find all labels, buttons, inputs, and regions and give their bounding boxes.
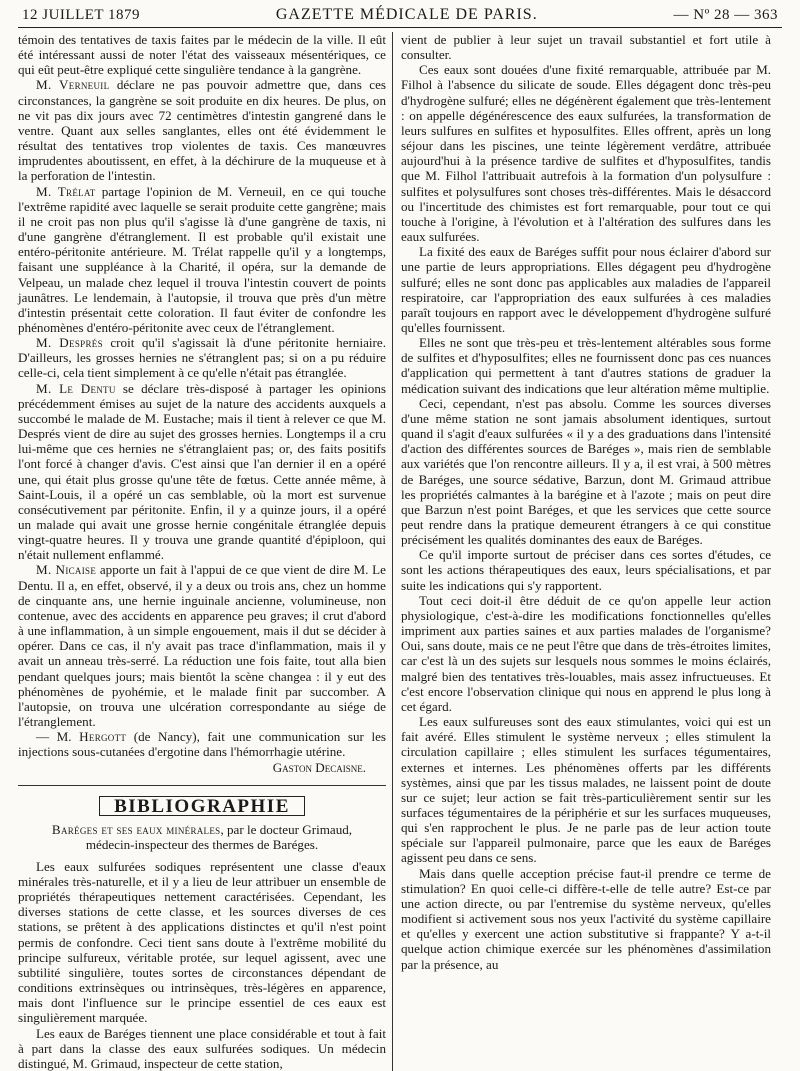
- paragraph: Les eaux de Baréges tiennent une place considérable et tout à fait à part dans la classe des eaux sulfurées sodiques. Un médecin distingué, M. Grimaud, inspecteur de cette station,: [18, 1025, 386, 1071]
- paragraph-text: croit qu'il s'agissait là d'une péritonite herniaire. D'ailleurs, les grosses hernies ne s'étranglent pas; si on a pu réduire celle-ci, cela tient simplement à ce qu'elle n'était pas étranglée.: [18, 335, 386, 381]
- paragraph: Ces eaux sont douées d'une fixité remarquable, attribuée par M. Filhol à l'absence du silicate de soude. Elles dégagent donc très-peu d'hydrogène sulfuré; elles ne dégénèrent également que très-lentement : on appelle dégénérescence des eaux sulfurées, la transformation de leurs sulfures en sulfites et hyposulfites. Elles offrent, après un long séjour dans les piscines, une teinte légèrement verdâtre, attribuée aujourd'hui à la présence tardive de sulfites et d'hyposulfites, tandis que M. Filhol l'attribuait autrefois à la formation d'un polysulfure : sulfites et polysulfures sont choses très-différentes. Mais le désaccord ou l'incertitude des chimistes est fort remarquable, pour tout ce qui touche à l'origine, à l'évolution et à l'altération des sulfures dans les eaux sulfurées.: [401, 62, 771, 245]
- paragraph: témoin des tentatives de taxis faites par le médecin de la ville. Il eût été intéressant aussi de noter l'état des vaisseaux mésentériques, ce qui eût peut-être expliqué cette singulière tendance à la gangrène.: [18, 32, 386, 78]
- author-signature: Gaston Decaisne.: [272, 759, 366, 775]
- paragraph: Tout ceci doit-il être déduit de ce qu'on appelle leur action physiologique, c'est-à-dire les modifications fonctionnelles qu'elles impriment aux parties saines et aux parties malades de l'organisme? Oui, sans doute, mais ce ne peut l'être que dans de très-étroites limites, car c'est là un des sujets sur lesquels nous sommes le moins éclairés, malgré bien des tentatives très-louables, mais assez infructueuses. Et c'est encore l'observation clinique qui nous en apprend le plus long à cet égard.: [401, 592, 771, 714]
- header-date: 12 JUILLET 1879: [22, 7, 141, 23]
- paragraph: La fixité des eaux de Baréges suffit pour nous éclairer d'abord sur une partie de leurs appropriations. Elles dégagent peu d'hydrogène sulfuré; elles ne sont donc pas applicables aux maladies de l'appareil respiratoire, car l'appropriation des eaux sulfurées à ces maladies paraît toujours en rapport avec le développement d'hydrogène sulfuré qu'elles fournissent.: [401, 244, 771, 335]
- paragraph: [18, 77, 386, 183]
- paragraph-text: partage l'opinion de M. Verneuil, en ce qui touche l'extrême rapidité avec laquelle se serait produite cette gangrène; mais il ne croit pas non plus qu'il s'agisse là d'une gangrène de taxis, ni d'une gangrène d'étranglement. Il est probable qu'il existait une entéro-péritonite antérieure. M. Trélat rappelle qu'il y a longtemps, faisant une suppléance à la Charité, il opéra, sur la demande de Velpeau, un malade chez lequel il trouva l'intestin couvert de points jaunâtres. Le lendemain, à l'autopsie, il trouva que près d'un mètre d'intestin présentait cette coloration. Il faut éviter de confondre les phénomènes d'entéro-péritonite avec ceux de l'étranglement.: [18, 183, 386, 335]
- section-heading: [18, 796, 386, 816]
- book-title: Baréges et ses eaux minérales: [51, 821, 221, 837]
- right-column: [392, 32, 771, 1071]
- section-title: BIBLIOGRAPHIE: [99, 796, 305, 816]
- speaker-name: M. Verneuil: [36, 77, 110, 93]
- paragraph-text: (de Nancy), fait une communication sur les injections sous-cutanées d'ergotine dans l'hémorrhagie utérine.: [18, 729, 387, 760]
- paragraph: Ce qu'il importe surtout de préciser dans ces sortes d'études, ce sont les actions thérapeutiques des eaux, leurs spécialisations, et par suite les indications qui s'y rapportent.: [401, 547, 771, 593]
- paragraph: [18, 335, 386, 380]
- issue-page-number: — Nº 28 — 363: [673, 7, 778, 23]
- paragraph: [18, 184, 386, 336]
- paragraph: [18, 729, 386, 759]
- dash-prefix: — M.: [36, 729, 80, 745]
- paragraph: Elles ne sont que très-peu et très-lentement altérables sous forme de sulfites et d'hyposulfites; elles ne fournissent donc pas ces nuances d'application qui permettent à tant d'autres stations de graduer la médication suivant des indications que leur altération même multiplie.: [401, 335, 771, 396]
- paragraph-text: déclare ne pas pouvoir admettre que, dans ces circonstances, la gangrène se soit produite en dix heures. De plus, on ne vit pas dix jours avec 72 centimètres d'intestin gangrené dans le ventre. Quant aux selles sanglantes, elles ont été évidemment le résultat des tentatives trop violentes de taxis. Ces manœuvres imprudentes aboutissent, en effet, à la déchirure de la muqueuse et à la perforation de l'intestin.: [18, 77, 386, 184]
- speaker-name: M. Trélat: [36, 183, 96, 199]
- paragraph: Ceci, cependant, n'est pas absolu. Comme les sources diverses d'une même station ne sont jamais absolument identiques, surtout quand il s'agit d'eaux sulfurées « il y a des graduations dans l'intensité d'action des différentes sources de Baréges », mais rien de semblable aux variétés que l'on rencontre ailleurs. Il y a, il est vrai, à 500 mètres de Baréges, une source sédative, Barzun, dont M. Grimaud attribue les propriétés calmantes à la barégine et à l'azote ; mais on peut dire que Barzun n'est point Baréges, et que les services que cette source peut rendre dans la pratique demeurent étrangers à ce qui constitue précisément les qualités dominantes des eaux de Baréges.: [401, 395, 771, 548]
- book-reference: [18, 822, 386, 853]
- page-header: [18, 6, 782, 28]
- journal-title: GAZETTE MÉDICALE DE PARIS.: [275, 6, 538, 23]
- paragraph-text: apporte un fait à l'appui de ce que vient de dire M. Le Dentu. Il a, en effet, observé, il y a deux ou trois ans, chez un homme de cinquante ans, une hernie inguinale ancienne, volumineuse, non contenue, avec des accidents en apparence peu graves; il crut d'abord à une inflammation, à un simple engouement, mais il dut se décider à opérer. Dans ce cas, il n'y avait pas trace d'inflammation, mais il y avait un anneau très-serré. La réduction une fois faite, tout alla bien pendant quelques jours; mais bientôt la scène changea : il y eut des phénomènes de pyohémie, et le malade finit par succomber. A l'autopsie, on trouva une ulcération correspondante au siége de l'étranglement.: [18, 562, 386, 730]
- speaker-name: M. Nicaise: [36, 562, 97, 578]
- speaker-name: Hergott: [79, 729, 127, 745]
- left-column: [18, 32, 392, 1071]
- speaker-name: M. Després: [36, 335, 103, 351]
- paragraph: Mais dans quelle acception précise faut-il prendre ce terme de stimulation? En quoi celle-ci diffère-t-elle de telle autre? Est-ce par une action directe, ou par l'entremise du système nerveux, qu'elles modifient si activement sous nos yeux l'activité du système capillaire et qu'elles y exercent une action substitutive si frappante? Y a-t-il quelque action chimique exercée sur les phénomènes d'assimilation par la présence, au: [401, 865, 771, 972]
- paragraph: [18, 562, 386, 729]
- book-author: , par le docteur Grimaud,: [220, 821, 353, 837]
- speaker-name: M. Le Dentu: [36, 380, 116, 396]
- paragraph: Les eaux sulfurées sodiques représentent une classe d'eaux minérales très-naturelle, et il y a lieu de leur attribuer un ensemble de propriétés thérapeutiques nettement caractérisées. Cependant, les diverses stations de cette classe, et les sources diverses de ces stations, se prêtent à des applications distinctes et qu'il n'est point permis de confondre. Ceci tient sans doute à l'extrême mobilité du principe sulfureux, véritable protée, sur lequel agissent, avec une subtilité singulière, toutes sortes de circonstances dépendant de conditions extrinsèques ou intrinsèques, très-légères en apparence, mais dont l'influence sur le principe essentiel de ces eaux est singulièrement marquée.: [18, 858, 386, 1026]
- paragraph: [18, 381, 386, 563]
- paragraph: vient de publier à leur sujet un travail substantiel et fort utile à consulter.: [401, 32, 771, 63]
- paragraph-text: se déclare très-disposé à partager les opinions précédemment émises au sujet de la nature des accidents auxquels a succombé le malade de M. Eustache; mais il tient à relever ce que M. Després vient de dire au sujet des grosses hernies. Longtemps il a cru lui-même que ces hernies ne s'étranglaient pas; or, des faits positifs l'ont forcé à changer d'avis. C'est ainsi que l'an dernier il en a opéré une, qui était plus grosse qu'une tête de fœtus. Cette année même, à Saint-Louis, il a opéré un cas semblable, où la mort est survenue consécutivement par péritonite. Enfin, il y a quinze jours, il a opéré un malade qui avait une grosse hernie congénitale étranglée depuis vingt-quatre heures. Il y trouva une grande quantité d'épiploon, qui n'était nullement enflammé.: [18, 380, 386, 563]
- text-columns: [18, 32, 782, 1071]
- book-author-title: médecin-inspecteur des thermes de Baréges.: [85, 837, 319, 853]
- section-divider: [18, 785, 386, 786]
- paragraph: Les eaux sulfureuses sont des eaux stimulantes, voici qui est un fait avéré. Elles stimulent le système nerveux ; elles stimulent la circulation capillaire ; elles stimulent les surfaces tégumentaires, externes et internes. Les phénomènes offerts par les différents systèmes, ainsi que par les tissus malades, ne laissent point de doute sur ce sujet; leur action se fait très-particulièrement sentir sur les surfaces tégumentaires de la périphérie et sur les surfaces muqueuses, qui s'en rapprochent le plus. Je ne parle pas de leur action toute spéciale sur l'appareil pulmonaire, parce que les eaux de Baréges agissent peu dans ce sens.: [401, 714, 771, 866]
